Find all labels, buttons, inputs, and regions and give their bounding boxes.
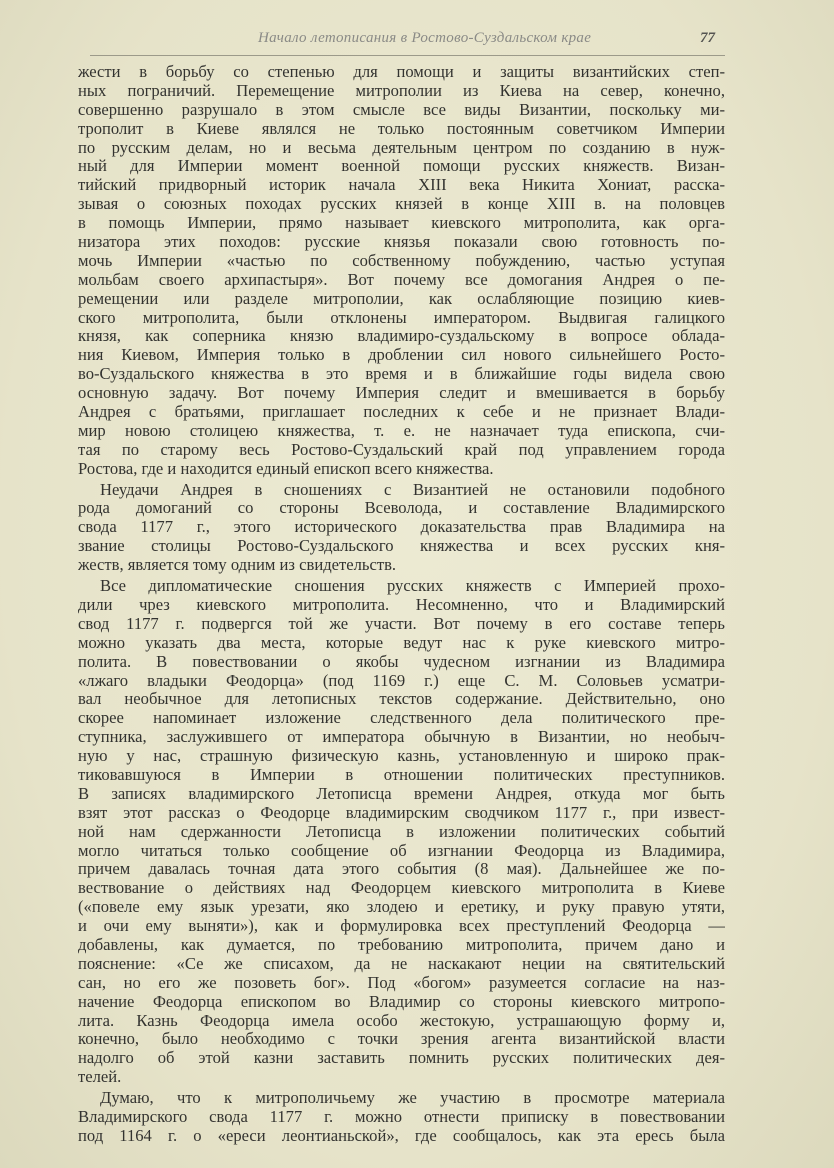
text-line: ной нам сдержанности Летописца в изложении политических событий bbox=[78, 822, 725, 841]
text-line: полита. В повествовании о якобы чудесном изгнании из Владимира bbox=[78, 652, 725, 671]
text-line: основную задачу. Вот почему Империя следит и вмешивается в борьбу bbox=[78, 384, 725, 403]
text-line: тиковавшуюся в Империи в отношении политических преступников. bbox=[78, 765, 725, 784]
text-line: «лжаго владыки Феодорца» (под 1169 г.) еще С. М. Соловьев усматри- bbox=[78, 671, 725, 690]
running-title: Начало летописания в Ростово-Суздальском крае bbox=[258, 30, 592, 46]
text-line: взят этот рассказ о Феодорце владимирским сводчиком 1177 г., при извест- bbox=[78, 803, 725, 822]
body-text bbox=[78, 63, 725, 1148]
text-line: звание столицы Ростово-Суздальского княжества и всех русских кня- bbox=[78, 537, 725, 556]
text-line: ского митрополита, были отклонены императором. Выдвигая галицкого bbox=[78, 308, 725, 327]
text-line: трополит в Киеве являлся не только постоянным советчиком Империи bbox=[78, 119, 725, 138]
text-line: надолго об этой казни заставить помнить русских политических дея- bbox=[78, 1049, 725, 1068]
text-line: во-Суздальского княжества в это время и в ближайшие годы видела свою bbox=[78, 365, 725, 384]
paragraph bbox=[78, 481, 725, 575]
text-line: добавлены, как думается, по требованию митрополита, причем дано и bbox=[78, 935, 725, 954]
text-line: жести в борьбу со степенью для помощи и защиты византийских степ- bbox=[78, 63, 725, 81]
text-line: скорее напоминает изложение следственного дела политического пре- bbox=[78, 709, 725, 728]
running-header bbox=[90, 30, 725, 52]
text-line: ния Киевом, Империя только в дроблении сил нового сильнейшего Росто- bbox=[78, 346, 725, 365]
text-line: вал необычное для летописных текстов содержание. Действительно, оно bbox=[78, 690, 725, 709]
text-line: могло читаться только сообщение об изгнании Феодорца из Владимира, bbox=[78, 841, 725, 860]
text-line: Все дипломатические сношения русских княжеств с Империей прохо- bbox=[100, 577, 725, 596]
text-line: и очи ему выняти»), как и формулировка всех преступлений Феодорца — bbox=[78, 917, 725, 936]
text-line: телей. bbox=[78, 1068, 122, 1087]
paragraph bbox=[78, 1089, 725, 1146]
text-line: ный для Империи момент военной помощи русских княжеств. Визан- bbox=[78, 157, 725, 176]
text-line: князя, как соперника князю владимиро-суздальскому в вопросе облада- bbox=[78, 327, 725, 346]
text-line: («повеле ему язык урезати, яко злодею и еретику, и руку правую утяти, bbox=[78, 898, 725, 917]
text-line: Андрея с братьями, приглашает последних к себе и не признает Влади- bbox=[78, 403, 725, 422]
text-line: мольбам своего архипастыря». Вот почему все домогания Андрея о пе- bbox=[78, 270, 725, 289]
header-rule bbox=[90, 55, 725, 56]
text-line: Владимирского свода 1177 г. можно отнести приписку в повествовании bbox=[78, 1107, 725, 1126]
text-line: ных пограничий. Перемещение митрополии из Киева на север, конечно, bbox=[78, 81, 725, 100]
text-line: можно указать два места, которые ведут нас к руке киевского митро- bbox=[78, 633, 725, 652]
text-line: по русским делам, но и весьма деятельным центром по созданию в нуж- bbox=[78, 138, 725, 157]
text-line: Думаю, что к митрополичьему же участию в просмотре материала bbox=[100, 1089, 725, 1108]
text-line: в помощь Империи, прямо называет киевского митрополита, как орга- bbox=[78, 214, 725, 233]
text-line: низатора этих походов: русские князья показали свою готовность по- bbox=[78, 233, 725, 252]
text-line: вествование о действиях над Феодорцем киевского митрополита в Киеве bbox=[78, 879, 725, 898]
text-line: Ростова, где и находится единый епископ всего княжества. bbox=[78, 459, 494, 478]
paragraph bbox=[78, 577, 725, 1087]
text-line: мир новою столицею княжества, т. е. не назначает туда епископа, счи- bbox=[78, 421, 725, 440]
text-line: совершенно разрушало в этом смысле все виды Византии, поскольку ми- bbox=[78, 100, 725, 119]
text-line: рода домоганий со стороны Всеволода, и составление Владимирского bbox=[78, 499, 725, 518]
page-number: 77 bbox=[700, 30, 715, 46]
text-line: причем давалась точная дата этого события (8 мая). Дальнейшее же по- bbox=[78, 860, 725, 879]
text-line: жеств, является тому одним из свидетельств. bbox=[78, 556, 397, 575]
text-line: ную у нас, страшную физическую казнь, установленную и широко прак- bbox=[78, 747, 725, 766]
text-line: пояснение: «Се же списахом, да не наскакают неции на святительский bbox=[78, 954, 725, 973]
text-line: свод 1177 г. подвергся той же участи. Вот почему в его составе теперь bbox=[78, 614, 725, 633]
text-line: свода 1177 г., этого исторического доказательства прав Владимира на bbox=[78, 518, 725, 537]
text-line: сан, но его же позоветь бог». Под «богом» разумеется согласие на наз- bbox=[78, 973, 725, 992]
text-line: зывая о союзных походах русских князей в конце XIII в. на половцев bbox=[78, 195, 725, 214]
text-line: Неудачи Андрея в сношениях с Византией не остановили подобного bbox=[100, 480, 725, 499]
text-line: ступника, заслужившего от императора обычную в Византии, но необыч- bbox=[78, 728, 725, 747]
text-line: дили чрез киевского митрополита. Несомненно, что и Владимирский bbox=[78, 595, 725, 614]
text-line: тийский придворный историк начала XIII века Никита Хониат, расска- bbox=[78, 176, 725, 195]
text-line: конечно, было необходимо с точки зрения агента византийской власти bbox=[78, 1030, 725, 1049]
text-line: лита. Казнь Феодорца имела особо жестокую, устрашающую форму и, bbox=[78, 1011, 725, 1030]
text-line: В записях владимирского Летописца времени Андрея, откуда мог быть bbox=[78, 784, 725, 803]
text-line: ремещении или разделе митрополии, как ослабляющие позицию киев- bbox=[78, 289, 725, 308]
text-line: под 1164 г. о «ереси леонтианьской», где сообщалось, как эта ересь была bbox=[78, 1126, 725, 1145]
text-line: тая по старому весь Ростово-Суздальский край под управлением города bbox=[78, 440, 725, 459]
text-line: мочь Империи «частью по собственному побуждению, частью уступая bbox=[78, 251, 725, 270]
paragraph bbox=[78, 63, 725, 479]
text-line: начение Феодорца епископом во Владимир со стороны киевского митропо- bbox=[78, 992, 725, 1011]
